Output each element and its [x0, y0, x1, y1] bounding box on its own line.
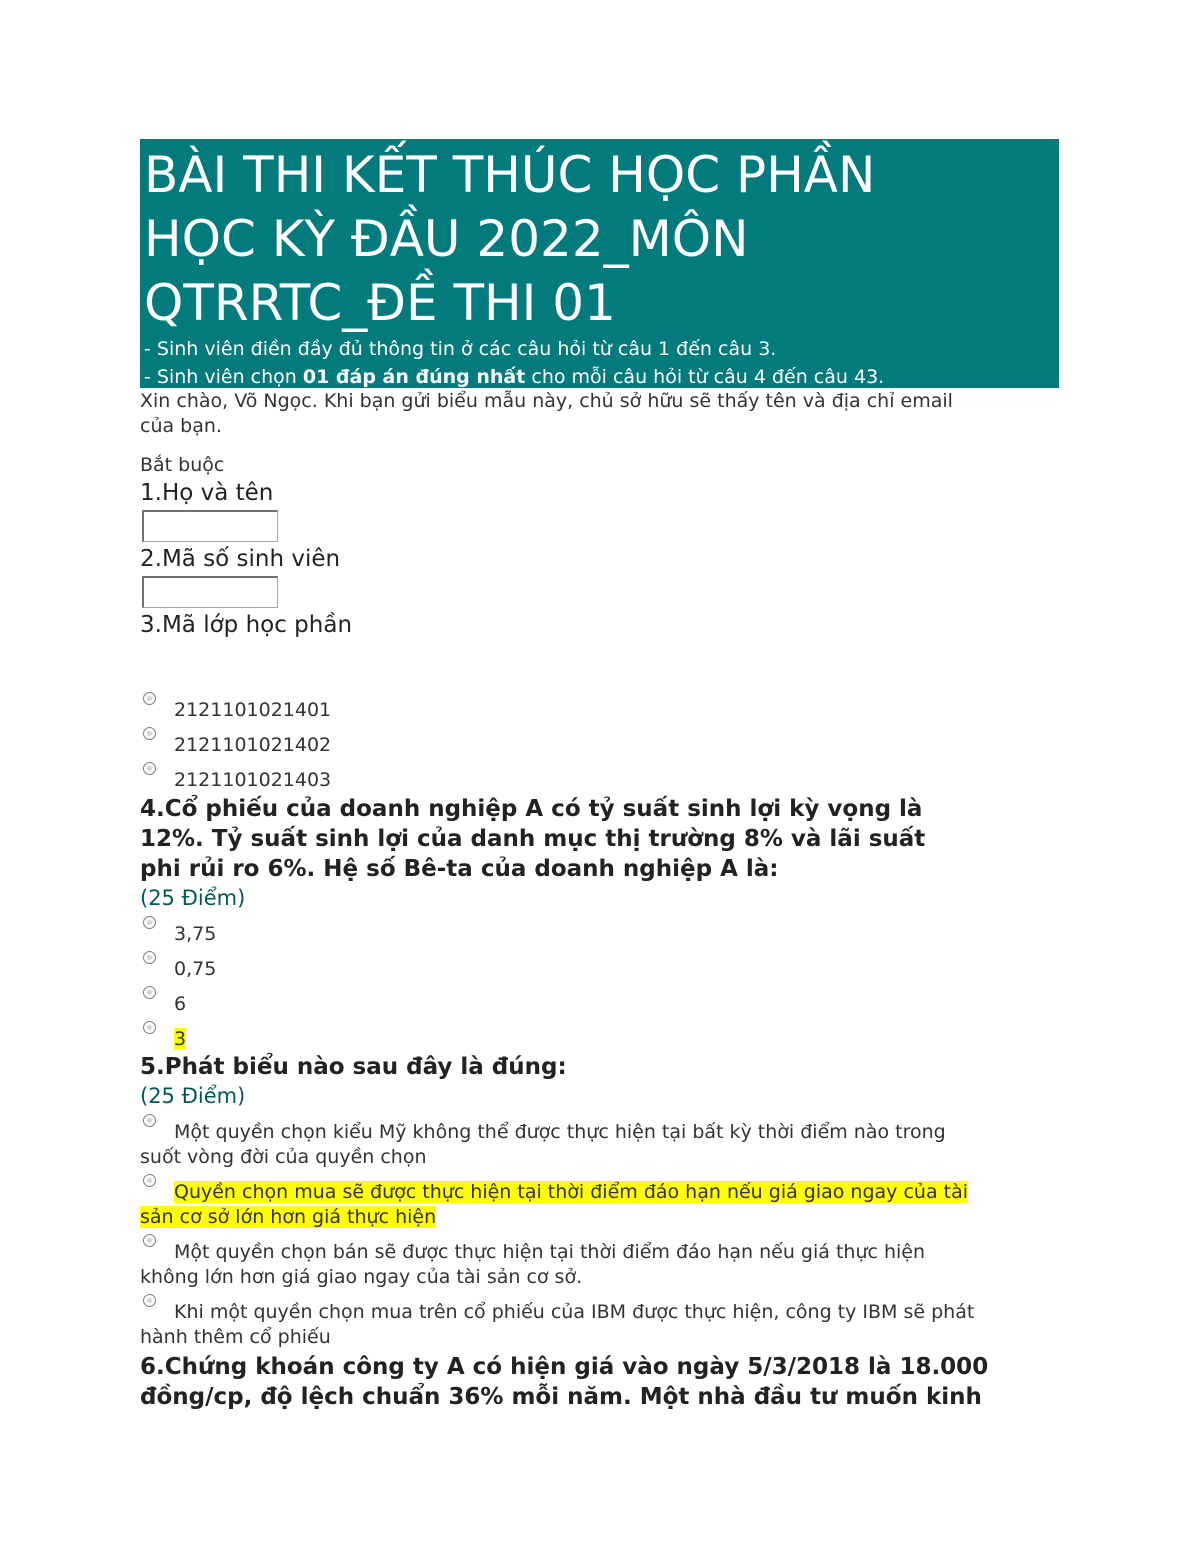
radio-button[interactable] — [143, 1021, 156, 1034]
radio-button[interactable] — [143, 1174, 156, 1187]
radio-button[interactable] — [143, 1234, 156, 1247]
question-3-options — [140, 698, 1060, 793]
question-5-title: 5.Phát biểu nào sau đây là đúng: — [140, 1054, 567, 1080]
greeting-text — [140, 389, 1060, 439]
required-label: Bắt buộc — [140, 454, 225, 476]
option-label: 2121101021401 — [174, 699, 332, 721]
question-5-points: (25 Điểm) — [140, 1084, 246, 1108]
statement-option-4[interactable] — [140, 1300, 1060, 1350]
form-title-line-2: HỌC KỲ ĐẦU 2022_MÔN — [144, 210, 749, 268]
greeting-line-2: của bạn. — [140, 415, 222, 437]
question-4-options — [140, 922, 1060, 1052]
question-4-points: (25 Điểm) — [140, 886, 246, 910]
question-4-title-line-3: phi rủi ro 6%. Hệ số Bê-ta của doanh nghiệp A là: — [140, 856, 779, 882]
question-4-title-line-1: 4.Cổ phiếu của doanh nghiệp A có tỷ suất sinh lợi kỳ vọng là — [140, 796, 923, 822]
class-option-2[interactable] — [140, 733, 1060, 758]
radio-button[interactable] — [143, 692, 156, 705]
document-page — [140, 139, 1060, 1412]
question-6-title — [140, 1352, 1060, 1412]
instruction-2 — [144, 363, 1059, 388]
statement-option-2[interactable] — [140, 1180, 1060, 1230]
full-name-input[interactable] — [142, 510, 278, 542]
instruction-2-start: - Sinh viên chọn — [144, 366, 303, 388]
option-line-2: không lớn hơn giá giao ngay của tài sản cơ sở. — [140, 1266, 583, 1288]
question-6-title-line-1: 6.Chứng khoán công ty A có hiện giá vào ngày 5/3/2018 là 18.000 — [140, 1354, 989, 1380]
radio-button[interactable] — [143, 1114, 156, 1127]
radio-button[interactable] — [143, 951, 156, 964]
highlighted-answer: 3 — [174, 1028, 187, 1050]
option-line-1: Khi một quyền chọn mua trên cổ phiếu của IBM được thực hiện, công ty IBM sẽ phát — [174, 1301, 975, 1323]
question-3-title: 3.Mã lớp học phần — [140, 612, 353, 638]
greeting-line-1: Xin chào, Võ Ngọc. Khi bạn gửi biểu mẫu này, chủ sở hữu sẽ thấy tên và địa chỉ email — [140, 390, 953, 412]
question-4-title — [140, 794, 1060, 884]
radio-button[interactable] — [143, 986, 156, 999]
option-line-2: hành thêm cổ phiếu — [140, 1326, 331, 1348]
radio-button[interactable] — [143, 762, 156, 775]
statement-option-1[interactable] — [140, 1120, 1060, 1170]
instruction-1: - Sinh viên điền đầy đủ thông tin ở các câu hỏi từ câu 1 đến câu 3. — [144, 338, 777, 360]
option-label: 2121101021402 — [174, 734, 332, 756]
instruction-2-bold: 01 đáp án đúng nhất — [302, 366, 526, 388]
option-label: 6 — [174, 993, 187, 1015]
class-option-1[interactable] — [140, 698, 1060, 723]
option-label: 2121101021403 — [174, 769, 332, 791]
instruction-2-end: cho mỗi câu hỏi từ câu 4 đến câu 43. — [525, 366, 885, 388]
question-2-title: 2.Mã số sinh viên — [140, 546, 341, 572]
question-1-title: 1.Họ và tên — [140, 480, 274, 506]
answer-option-2[interactable] — [140, 957, 1060, 982]
highlighted-option-line-1: Quyền chọn mua sẽ được thực hiện tại thời điểm đáo hạn nếu giá giao ngay của tài — [174, 1181, 969, 1203]
radio-button[interactable] — [143, 727, 156, 740]
option-line-2: suốt vòng đời của quyền chọn — [140, 1146, 427, 1168]
student-id-input[interactable] — [142, 576, 278, 608]
form-title-line-3: QTRRTC_ĐỀ THI 01 — [144, 274, 616, 332]
option-label: 3,75 — [174, 923, 217, 945]
question-4-title-line-2: 12%. Tỷ suất sinh lợi của danh mục thị trường 8% và lãi suất — [140, 826, 926, 852]
option-line-1: Một quyền chọn bán sẽ được thực hiện tại thời điểm đáo hạn nếu giá thực hiện — [174, 1241, 926, 1263]
radio-button[interactable] — [143, 916, 156, 929]
statement-option-3[interactable] — [140, 1240, 1060, 1290]
answer-option-1[interactable] — [140, 922, 1060, 947]
form-title-line-1: BÀI THI KẾT THÚC HỌC PHẦN — [144, 146, 876, 204]
radio-button[interactable] — [143, 1294, 156, 1307]
class-option-3[interactable] — [140, 768, 1060, 793]
question-5-options — [140, 1120, 1060, 1350]
option-label: 0,75 — [174, 958, 217, 980]
question-6-title-line-2: đồng/cp, độ lệch chuẩn 36% mỗi năm. Một nhà đầu tư muốn kinh — [140, 1384, 982, 1410]
answer-option-3[interactable] — [140, 992, 1060, 1017]
answer-option-4[interactable] — [140, 1027, 1060, 1052]
header-banner — [140, 139, 1059, 388]
option-line-1: Một quyền chọn kiểu Mỹ không thể được thực hiện tại bất kỳ thời điểm nào trong — [174, 1121, 946, 1143]
highlighted-option-line-2: sản cơ sở lớn hơn giá thực hiện — [140, 1206, 437, 1228]
